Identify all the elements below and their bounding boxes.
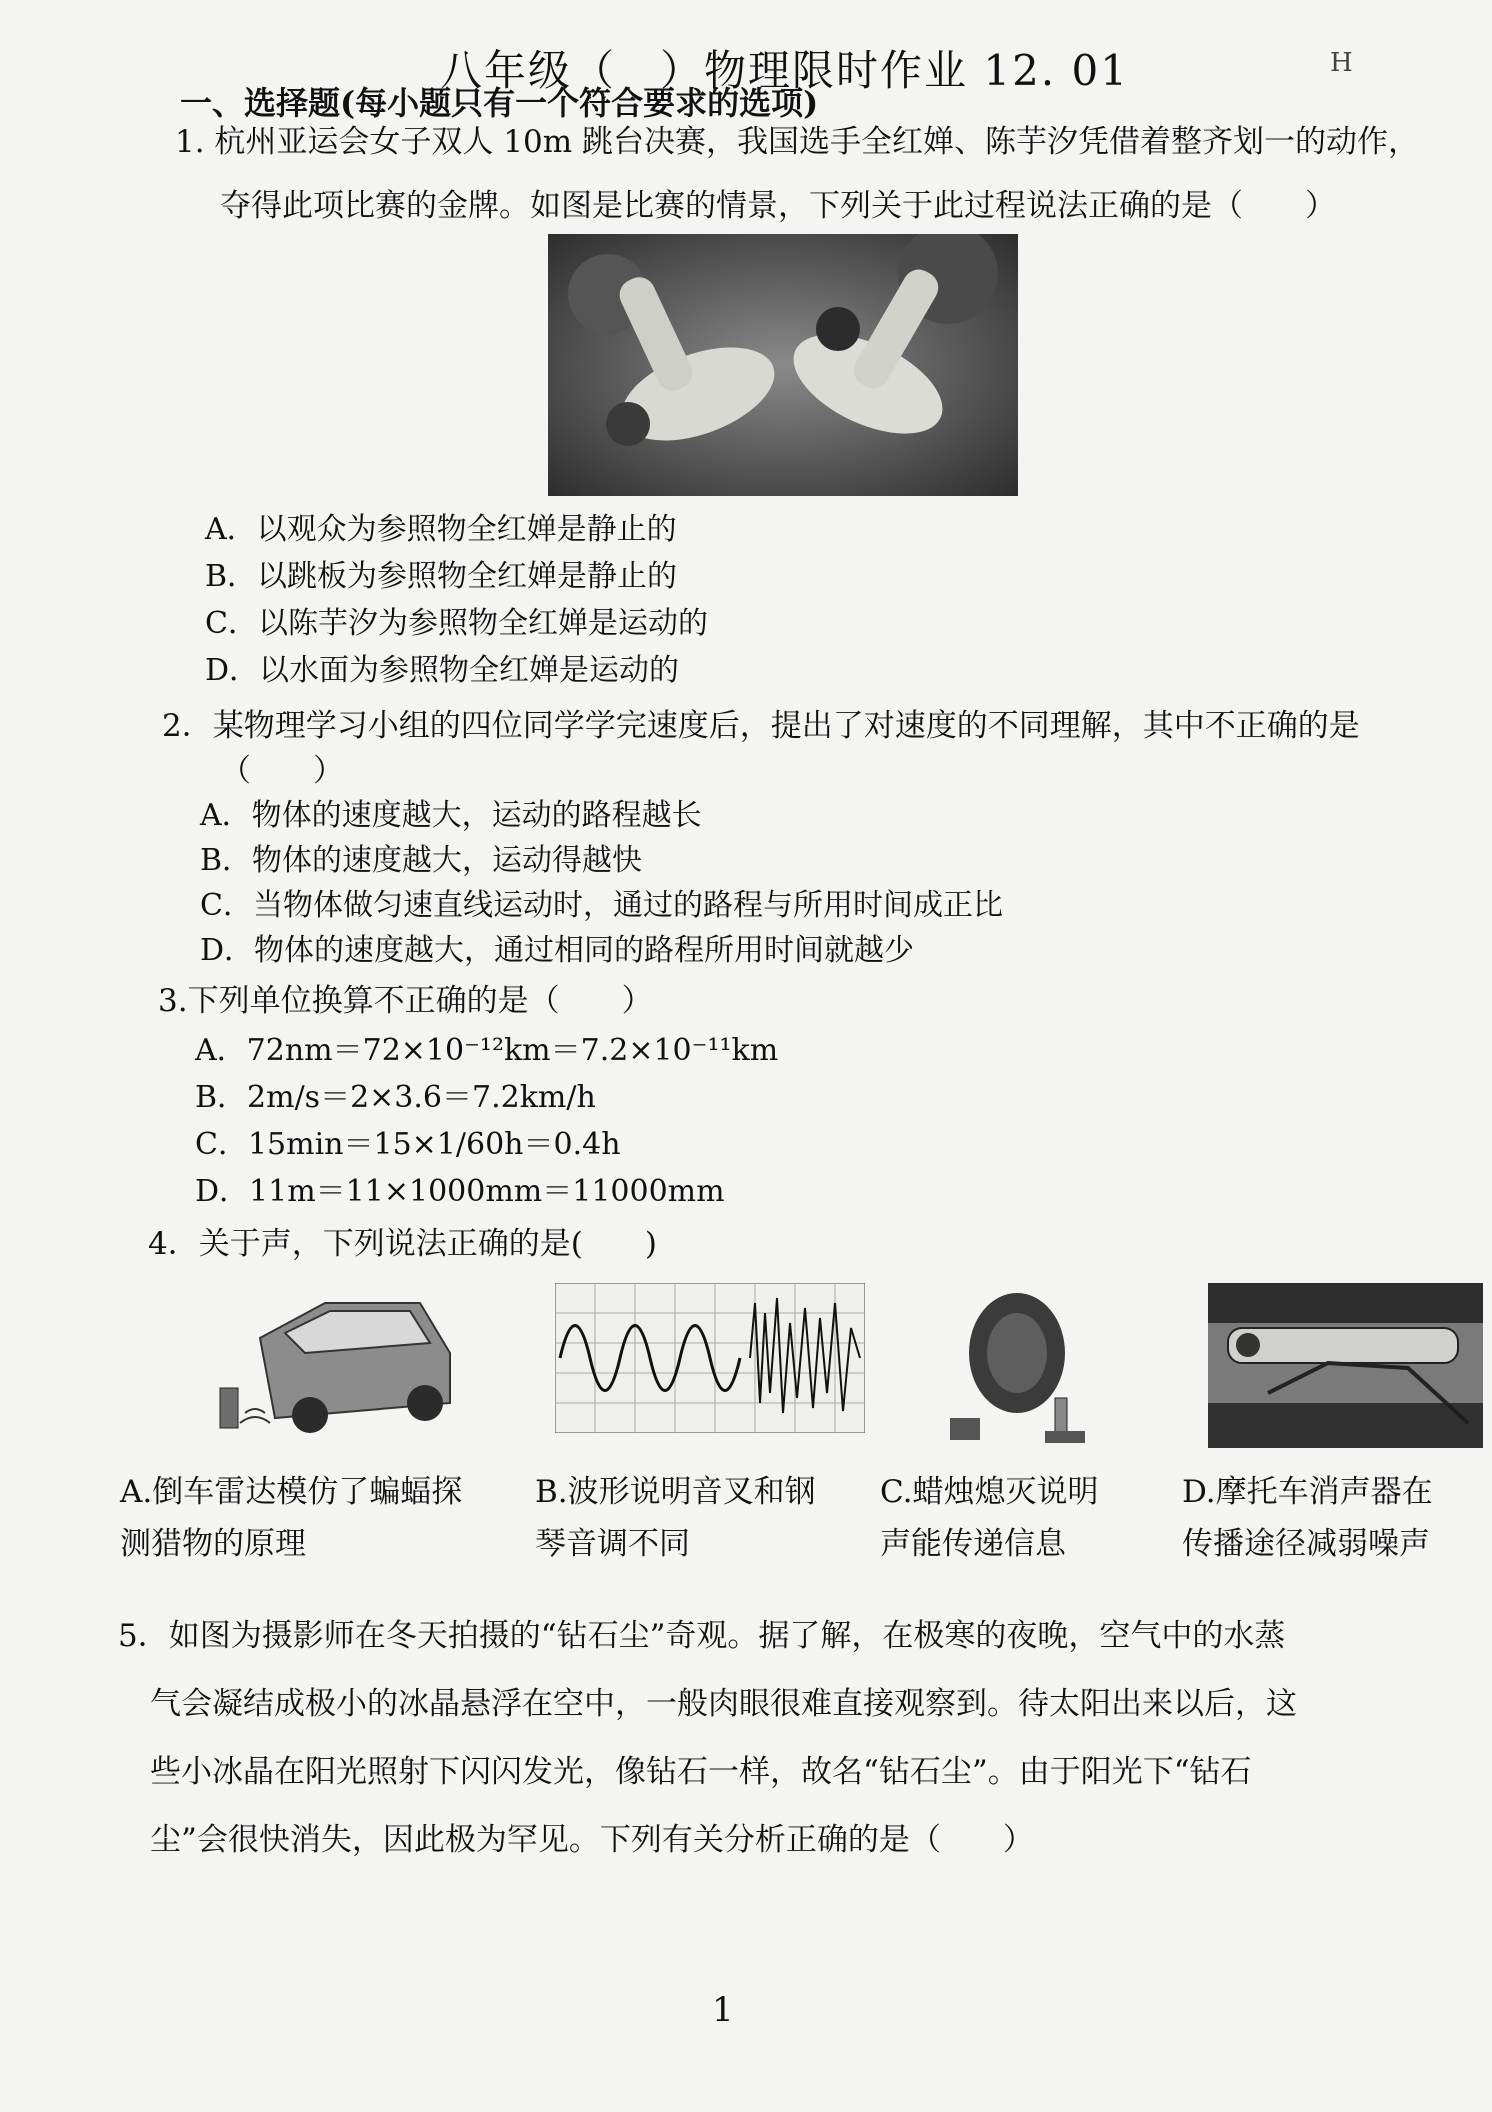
- diving-photo: [548, 234, 1018, 496]
- page-title: 八年级（ ）物理限时作业 12. 01: [440, 46, 1129, 95]
- q5-line3: 些小冰晶在阳光照射下闪闪发光，像钻石一样，故名“钻石尘”。由于阳光下“钻石: [150, 1754, 1252, 1790]
- q5-line4: 尘”会很快消失，因此极为罕见。下列有关分析正确的是（ ）: [150, 1822, 1034, 1858]
- q1-option-a: A．以观众为参照物全红婵是静止的: [205, 512, 677, 547]
- q4-caption-d-line2: 传播途径减弱噪声: [1182, 1526, 1430, 1562]
- q3-option-a: A．72nm＝72×10⁻¹²km＝7.2×10⁻¹¹km: [195, 1033, 779, 1068]
- q5-line1: 5．如图为摄影师在冬天拍摄的“钻石尘”奇观。据了解，在极寒的夜晚，空气中的水蒸: [118, 1618, 1286, 1654]
- q3-option-d: D．11m＝11×1000mm＝11000mm: [195, 1174, 725, 1209]
- q4-caption-b-line1: B.波形说明音叉和钢: [535, 1474, 816, 1510]
- reverse-radar-image: [205, 1283, 465, 1448]
- q1-option-b: B．以跳板为参照物全红婵是静止的: [205, 559, 678, 594]
- q4-caption-a-line2: 测猎物的原理: [120, 1526, 306, 1562]
- corner-mark: H: [1330, 48, 1353, 78]
- q2-option-d: D．物体的速度越大，通过相同的路程所用时间就越少: [200, 933, 915, 968]
- q3-option-b: B．2m/s＝2×3.6＝7.2km/h: [195, 1080, 596, 1115]
- q4-caption-d-line1: D.摩托车消声器在: [1182, 1474, 1433, 1510]
- q1-option-c: C．以陈芋汐为参照物全红婵是运动的: [205, 606, 708, 641]
- q3-stem: 3.下列单位换算不正确的是（ ）: [158, 983, 653, 1019]
- q4-caption-b-line2: 琴音调不同: [535, 1526, 690, 1562]
- q2-stem: 2．某物理学习小组的四位同学学完速度后，提出了对速度的不同理解，其中不正确的是: [162, 708, 1360, 744]
- waveform-image: [555, 1283, 865, 1433]
- q1-stem-line2: 夺得此项比赛的金牌。如图是比赛的情景，下列关于此过程说法正确的是（ ）: [220, 188, 1336, 224]
- q1-option-d: D．以水面为参照物全红婵是运动的: [205, 653, 680, 688]
- q2-option-a: A．物体的速度越大，运动的路程越长: [200, 798, 702, 833]
- q4-caption-a: [120, 1466, 500, 1570]
- q1-stem-line1: 1. 杭州亚运会女子双人 10m 跳台决赛，我国选手全红婵、陈芋汐凭借着整齐划一的动作，: [175, 124, 1419, 160]
- q4-stem: 4．关于声，下列说法正确的是( ): [148, 1226, 657, 1262]
- q4-caption-c-line1: C.蜡烛熄灭说明: [880, 1474, 1099, 1510]
- q4-caption-a-line1: A.倒车雷达模仿了蝙蝠探: [120, 1474, 463, 1510]
- q4-caption-d: [1182, 1466, 1482, 1570]
- q4-caption-c-line2: 声能传递信息: [880, 1526, 1066, 1562]
- motorcycle-muffler-image: [1208, 1283, 1483, 1448]
- q5-line2: 气会凝结成极小的冰晶悬浮在空中，一般肉眼很难直接观察到。待太阳出来以后，这: [150, 1686, 1297, 1722]
- q4-caption-b: [535, 1466, 875, 1570]
- q3-option-c: C．15min＝15×1/60h＝0.4h: [195, 1127, 621, 1162]
- q2-option-b: B．物体的速度越大，运动得越快: [200, 843, 643, 878]
- candle-speaker-image: [935, 1283, 1095, 1448]
- page-number: 1: [712, 1990, 734, 2030]
- q2-option-c: C．当物体做匀速直线运动时，通过的路程与所用时间成正比: [200, 888, 1003, 923]
- section-heading: 一、选择题(每小题只有一个符合要求的选项): [180, 84, 819, 122]
- q2-blank: （ ）: [220, 753, 344, 789]
- q4-caption-c: [880, 1466, 1180, 1570]
